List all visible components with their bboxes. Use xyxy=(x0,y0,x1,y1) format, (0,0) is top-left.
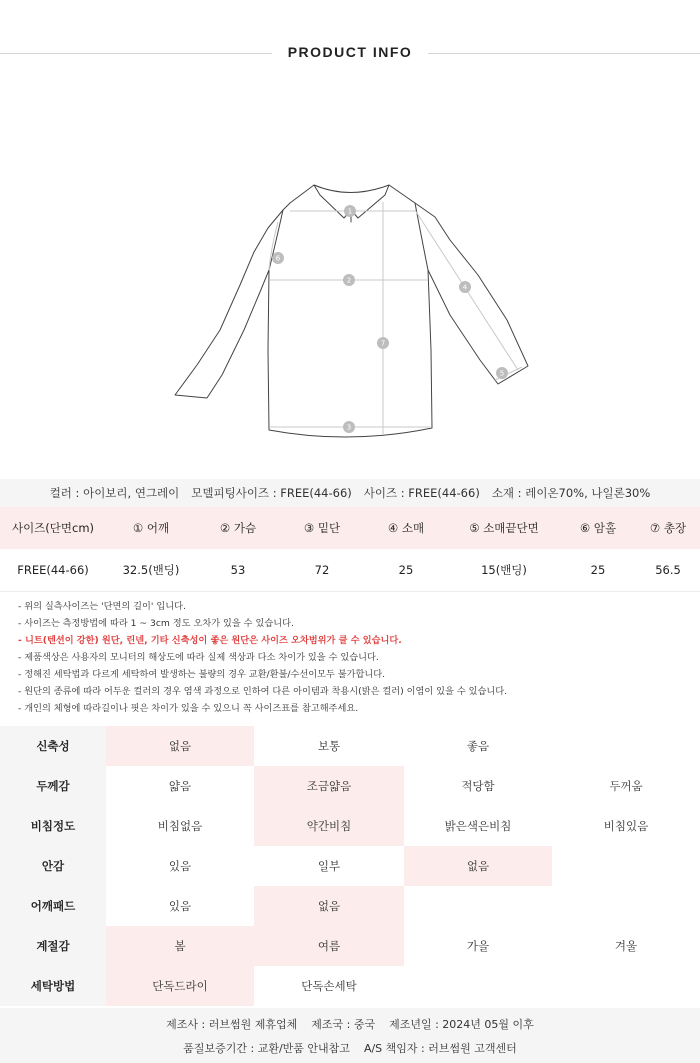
size-table-header xyxy=(0,507,700,549)
size-cell: 25 xyxy=(364,549,448,591)
note-item: - 정해진 세탁법과 다르게 세탁하여 발생하는 불량의 경우 교환/환불/수선이모두 불가합니다. xyxy=(18,669,386,680)
property-option: 약간비침 xyxy=(254,806,404,846)
property-option: 비침없음 xyxy=(157,819,203,833)
property-option xyxy=(552,726,700,766)
product-info-bar xyxy=(0,479,700,507)
warranty-info: 품질보증기간 : 교환/반품 안내참고 xyxy=(183,1042,350,1055)
material-info: 소재 : 레이온70%, 나일론30% xyxy=(491,486,651,500)
property-label: 비침정도 xyxy=(0,806,106,846)
svg-text:1: 1 xyxy=(347,207,353,216)
property-option: 얇음 xyxy=(168,779,192,793)
svg-text:7: 7 xyxy=(380,339,386,348)
marker-7 xyxy=(377,337,389,349)
property-row-washing xyxy=(0,966,700,1006)
table-row xyxy=(0,549,700,591)
property-option xyxy=(552,886,700,926)
property-label: 두께감 xyxy=(0,766,106,806)
size-header-sleeve: ④ 소매 xyxy=(364,507,448,549)
property-option: 없음 xyxy=(404,846,552,886)
size-header-shoulder: ① 어깨 xyxy=(106,507,196,549)
property-option: 단독드라이 xyxy=(106,966,254,1006)
size-cell: 56.5 xyxy=(636,549,700,591)
size-cell: 53 xyxy=(196,549,280,591)
svg-text:3: 3 xyxy=(346,423,352,432)
note-item: - 원단의 종류에 따라 어두운 컬러의 경우 염색 과정으로 인하여 다른 아이템과 착용시(밝은 컬러) 이염이 있을 수 있습니다. xyxy=(18,686,508,697)
property-row-stretch xyxy=(0,726,700,766)
marker-3 xyxy=(343,421,355,433)
size-info: 사이즈 : FREE(44-66) xyxy=(363,486,480,500)
note-item-warning: - 니트(텐션이 강한) 원단, 린넨, 기타 신축성이 좋은 원단은 사이즈 오차범위가 클 수 있습니다. xyxy=(18,635,402,646)
property-option: 없음 xyxy=(254,886,404,926)
marker-4 xyxy=(459,281,471,293)
footer-line-2 xyxy=(0,1036,700,1060)
property-row-lining xyxy=(0,846,700,886)
marker-2 xyxy=(343,274,355,286)
size-header-hem: ③ 밑단 xyxy=(280,507,364,549)
property-option: 조금얇음 xyxy=(254,766,404,806)
property-row-thickness xyxy=(0,766,700,806)
size-cell: 15(밴딩) xyxy=(448,549,560,591)
size-cell: 25 xyxy=(560,549,636,591)
property-option: 여름 xyxy=(254,926,404,966)
property-option: 비침있음 xyxy=(603,819,649,833)
property-option: 좋음 xyxy=(466,739,490,753)
model-size-info: 모델피팅사이즈 : FREE(44-66) xyxy=(191,486,352,500)
property-option: 적당함 xyxy=(461,779,495,793)
note-item: - 사이즈는 측정방법에 따라 1 ~ 3cm 정도 오차가 있을 수 있습니다. xyxy=(18,618,294,629)
property-option xyxy=(404,966,552,1006)
property-option xyxy=(552,966,700,1006)
size-notes xyxy=(18,598,688,717)
marker-6 xyxy=(272,252,284,264)
size-header-cuff: ⑤ 소매끝단면 xyxy=(448,507,560,549)
property-option: 있음 xyxy=(168,899,192,913)
as-contact-info: A/S 책임자 : 러브썸원 고객센터 xyxy=(363,1042,517,1055)
svg-text:5: 5 xyxy=(499,369,505,378)
manufacturer-info: 제조사 : 러브썸원 제휴업체 xyxy=(166,1018,298,1031)
garment-measurement-illustration xyxy=(160,170,540,455)
property-label: 신축성 xyxy=(0,726,106,766)
size-header-chest: ② 가슴 xyxy=(196,507,280,549)
property-row-sheerness xyxy=(0,806,700,846)
size-header-size: 사이즈(단면cm) xyxy=(0,507,106,549)
property-option: 단독손세탁 xyxy=(301,979,357,993)
property-option xyxy=(404,886,552,926)
property-option: 가을 xyxy=(466,939,490,953)
shirt-outline xyxy=(175,185,528,437)
header-divider-right xyxy=(428,53,700,54)
fabric-properties-table xyxy=(0,726,700,1006)
property-row-season xyxy=(0,926,700,966)
footer-line-1 xyxy=(0,1012,700,1036)
size-cell: 32.5(밴딩) xyxy=(106,549,196,591)
note-item: - 개인의 체형에 따라길이나 핏은 차이가 있을 수 있으니 꼭 사이즈표를 참고해주세요. xyxy=(18,703,359,714)
property-label: 세탁방법 xyxy=(0,966,106,1006)
property-option: 있음 xyxy=(168,859,192,873)
note-item: - 위의 실측사이즈는 '단면의 길이' 입니다. xyxy=(18,601,186,612)
size-cell: FREE(44-66) xyxy=(0,549,106,591)
size-table xyxy=(0,507,700,592)
country-info: 제조국 : 중국 xyxy=(311,1018,376,1031)
property-option: 없음 xyxy=(106,726,254,766)
property-label: 안감 xyxy=(0,846,106,886)
property-option: 보통 xyxy=(317,739,341,753)
property-label: 계절감 xyxy=(0,926,106,966)
product-info-header xyxy=(0,0,700,106)
marker-5 xyxy=(496,367,508,379)
size-cell: 72 xyxy=(280,549,364,591)
property-option: 일부 xyxy=(317,859,341,873)
size-header-length: ⑦ 총장 xyxy=(636,507,700,549)
manufacturer-footer xyxy=(0,1008,700,1063)
svg-text:6: 6 xyxy=(275,254,281,263)
property-option: 겨울 xyxy=(614,939,638,953)
property-option: 밝은색은비침 xyxy=(444,819,512,833)
section-title: PRODUCT INFO xyxy=(287,44,413,60)
svg-text:2: 2 xyxy=(346,276,352,285)
note-item: - 제품색상은 사용자의 모니터의 해상도에 따라 실제 색상과 다소 차이가 있을 수 있습니다. xyxy=(18,652,379,663)
manufacture-date-info: 제조년일 : 2024년 05월 이후 xyxy=(389,1018,534,1031)
svg-text:4: 4 xyxy=(462,283,468,292)
property-label: 어깨패드 xyxy=(0,886,106,926)
color-info: 컬러 : 아이보리, 연그레이 xyxy=(49,486,180,500)
property-row-shoulder-pad xyxy=(0,886,700,926)
property-option: 봄 xyxy=(106,926,254,966)
size-header-armhole: ⑥ 암홀 xyxy=(560,507,636,549)
property-option xyxy=(552,846,700,886)
property-option: 두꺼움 xyxy=(609,779,643,793)
marker-1 xyxy=(344,205,356,217)
